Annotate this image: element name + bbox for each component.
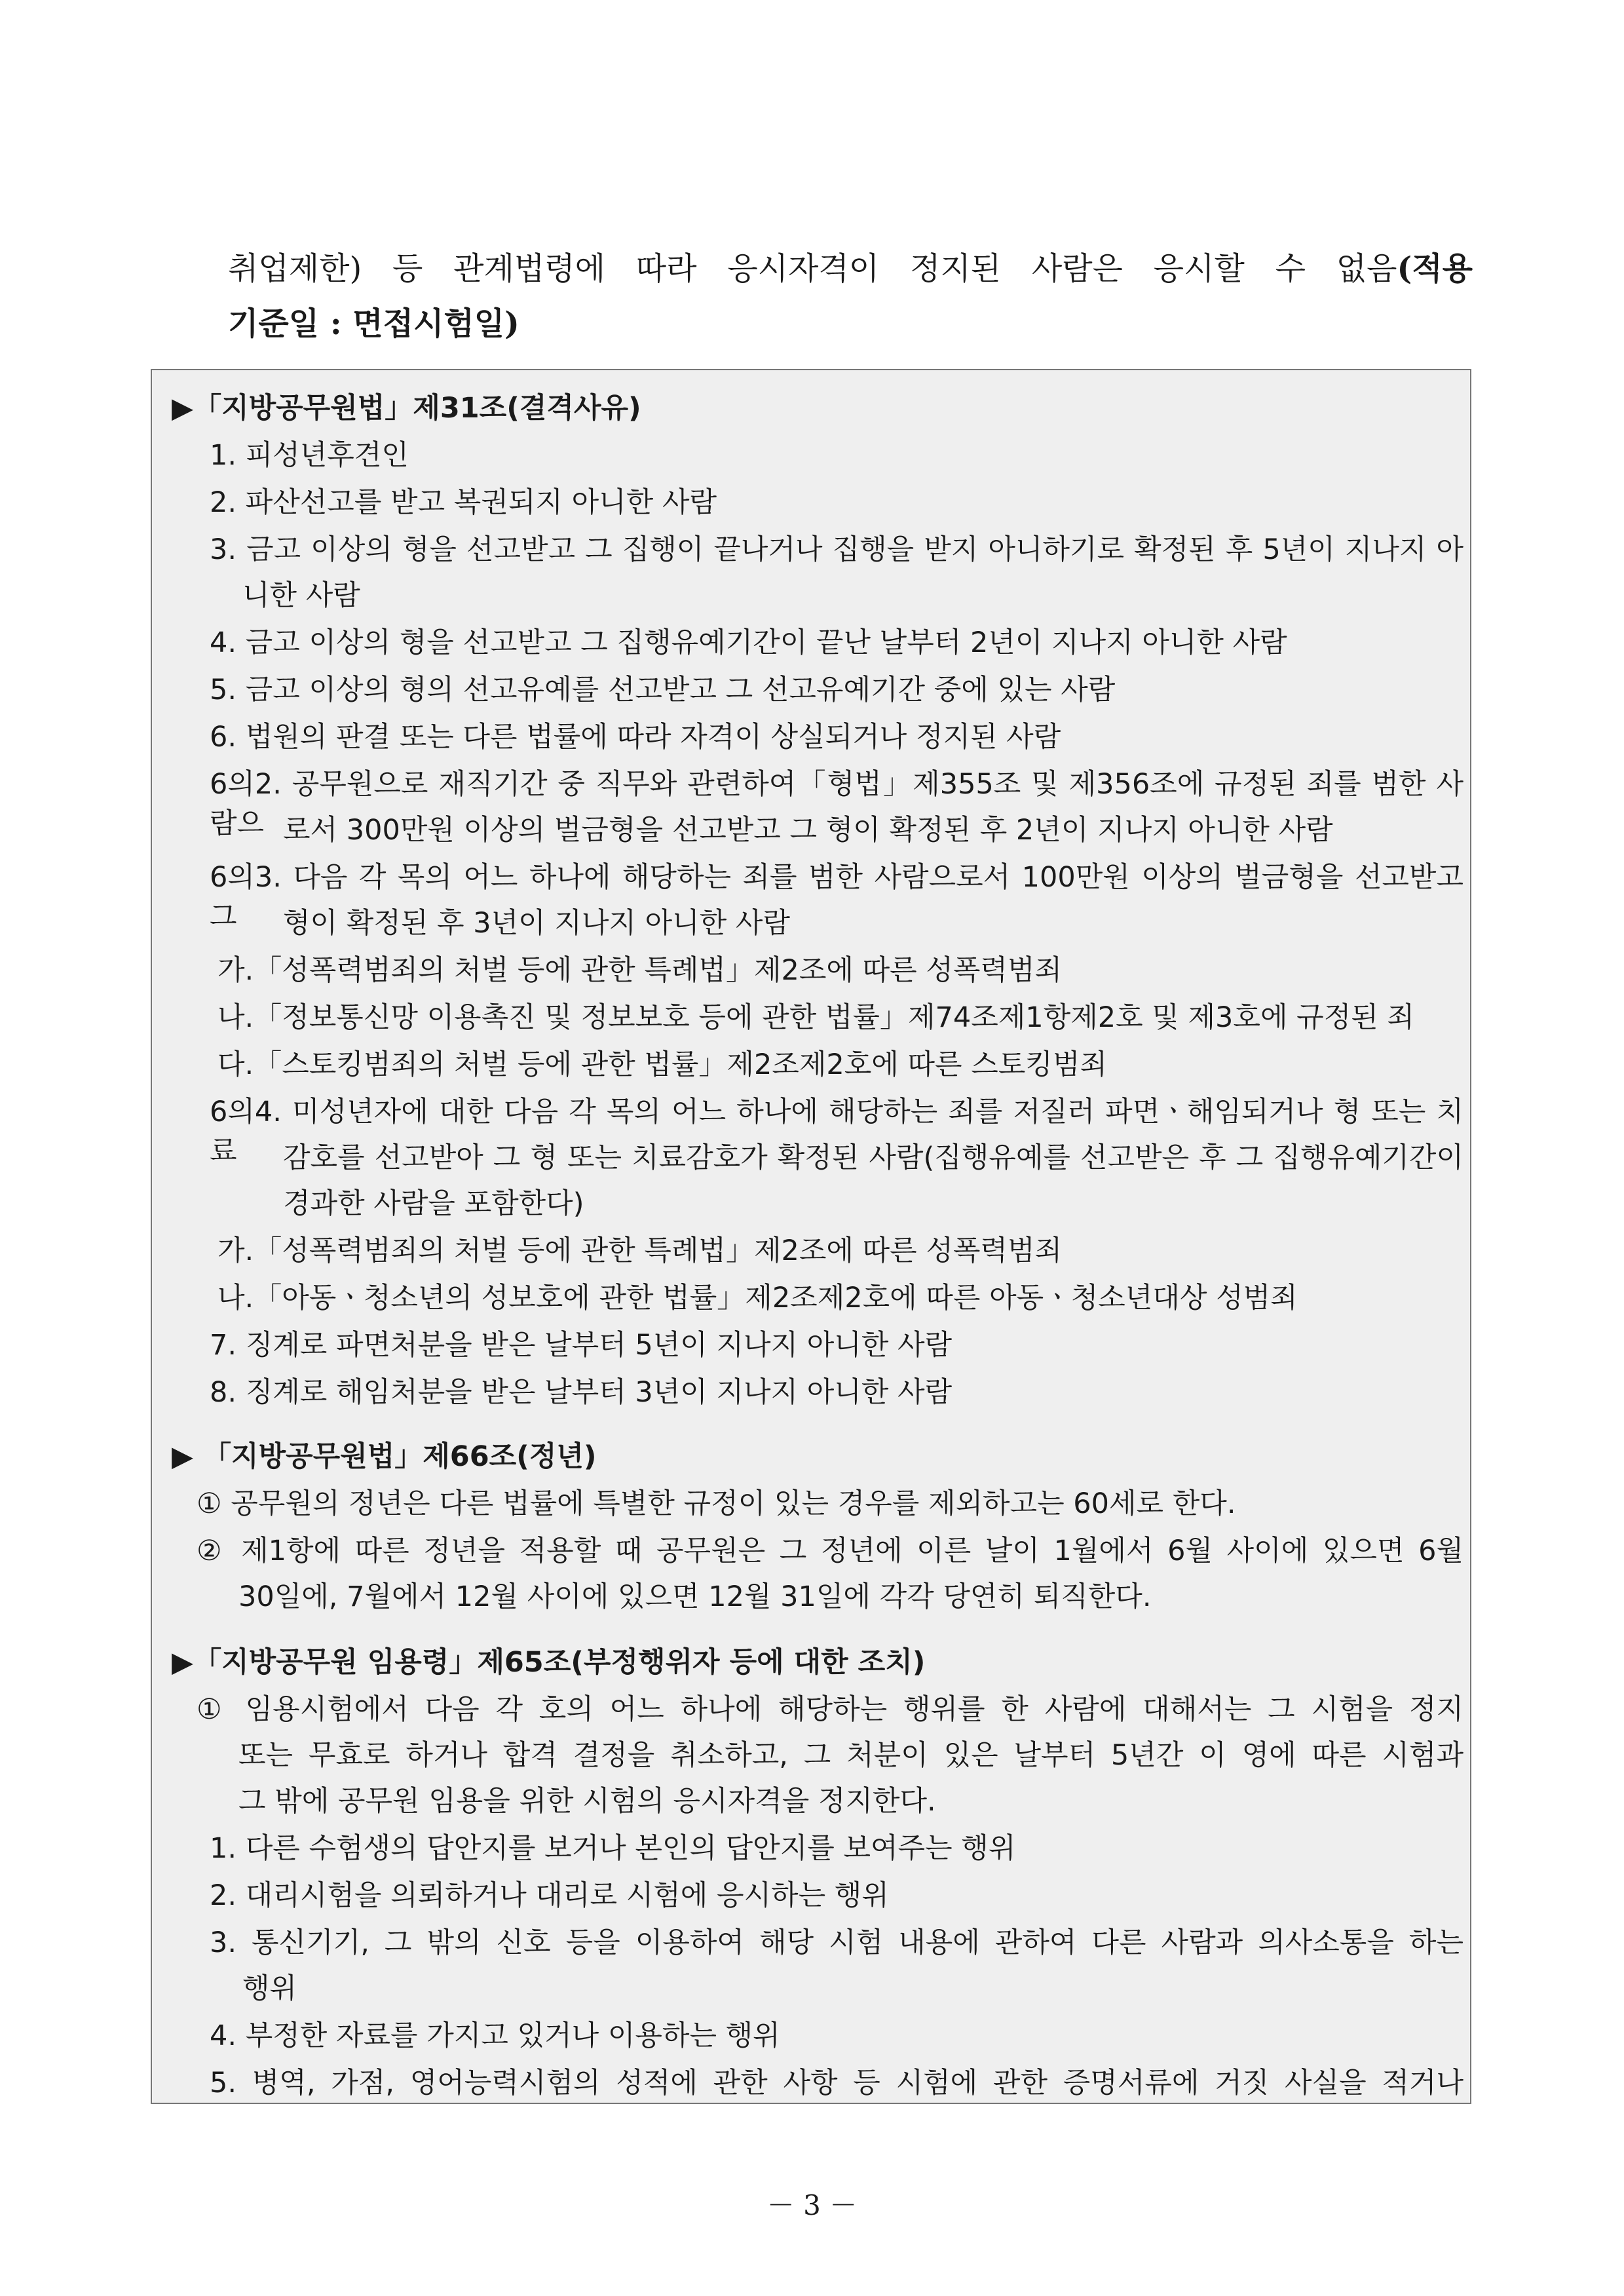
sub-list-item: 가.「성폭력범죄의 처벌 등에 관한 특례법」제2조에 따른 성폭력범죄 — [217, 1234, 1063, 1267]
section-heading-article-66: ▶ 「지방공무원법」제66조(정년) — [172, 1440, 597, 1473]
list-item: 2. 대리시험을 의뢰하거나 대리로 시험에 응시하는 행위 — [210, 1879, 889, 1912]
list-item: 6의3. 다음 각 목의 어느 하나에 해당하는 죄를 범한 사람으로서 100만원 이상의 벌금형을 선고받고 그 — [210, 861, 1463, 933]
list-item-continuation: 로서 300만원 이상의 벌금형을 선고받고 그 형이 확정된 후 2년이 지나지 아니한 사람 — [283, 814, 1333, 847]
list-item: 6. 법원의 판결 또는 다른 법률에 따라 자격이 상실되거나 정지된 사람 — [210, 721, 1061, 754]
list-item: 1. 다른 수험생의 답안지를 보거나 본인의 답안지를 보여주는 행위 — [210, 1832, 1016, 1865]
sub-list-item: 가.「성폭력범죄의 처벌 등에 관한 특례법」제2조에 따른 성폭력범죄 — [217, 954, 1063, 987]
paragraph-continuation: 30일에, 7월에서 12월 사이에 있으면 12월 31일에 각각 당연히 퇴직한다. — [238, 1580, 1152, 1613]
paragraph-item: ① 공무원의 정년은 다른 법률에 특별한 규정이 있는 경우를 제외하고는 60세로 한다. — [197, 1487, 1236, 1520]
list-item-continuation: 형이 확정된 후 3년이 지나지 아니한 사람 — [283, 907, 790, 940]
list-item-continuation: 행위 — [242, 1972, 297, 2005]
sub-list-item: 나.「정보통신망 이용촉진 및 정보보호 등에 관한 법률」제74조제1항제2호 및 제3호에 규정된 죄 — [217, 1001, 1414, 1034]
list-item: 1. 피성년후견인 — [210, 439, 409, 472]
law-excerpt-box — [151, 369, 1471, 2104]
list-item: 8. 징계로 해임처분을 받은 날부터 3년이 지나지 아니한 사람 — [210, 1376, 953, 1409]
intro-text-bold: (적용 — [1397, 250, 1473, 287]
intro-paragraph — [228, 241, 1473, 351]
list-item-continuation: 니한 사람 — [242, 579, 360, 612]
list-item: 7. 징계로 파면처분을 받은 날부터 5년이 지나지 아니한 사람 — [210, 1329, 953, 1362]
paragraph-item: ② 제1항에 따른 정년을 적용할 때 공무원은 그 정년에 이른 날이 1월에서 6월 사이에 있으면 6월 — [197, 1535, 1463, 1567]
intro-text: 취업제한) 등 관계법령에 따라 응시자격이 정지된 사람은 응시할 수 없음 — [228, 250, 1397, 287]
list-item: 5. 금고 이상의 형의 선고유예를 선고받고 그 선고유예기간 중에 있는 사람 — [210, 674, 1116, 706]
sub-list-item: 다.「스토킹범죄의 처벌 등에 관한 법률」제2조제2호에 따른 스토킹범죄 — [217, 1048, 1107, 1081]
section-heading-decree-65: ▶「지방공무원 임용령」제65조(부정행위자 등에 대한 조치) — [172, 1646, 926, 1679]
list-item: 3. 금고 이상의 형을 선고받고 그 집행이 끝나거나 집행을 받지 아니하기로 확정된 후 5년이 지나지 아 — [210, 533, 1463, 566]
paragraph-item: ① 임용시험에서 다음 각 호의 어느 하나에 해당하는 행위를 한 사람에 대해서는 그 시험을 정지 — [197, 1693, 1463, 1726]
list-item: 6의2. 공무원으로 재직기간 중 직무와 관련하여「형법」제355조 및 제356조에 규정된 죄를 범한 사람으 — [210, 768, 1463, 840]
paragraph-continuation: 또는 무효로 하거나 합격 결정을 취소하고, 그 처분이 있은 날부터 5년간 이 영에 따른 시험과 — [238, 1739, 1463, 1772]
list-item: 3. 통신기기, 그 밖의 신호 등을 이용하여 해당 시험 내용에 관하여 다른 사람과 의사소통을 하는 — [210, 1926, 1463, 1959]
list-item: 4. 부정한 자료를 가지고 있거나 이용하는 행위 — [210, 2019, 780, 2052]
list-item: 4. 금고 이상의 형을 선고받고 그 집행유예기간이 끝난 날부터 2년이 지나지 아니한 사람 — [210, 626, 1287, 659]
paragraph-continuation: 그 밖에 공무원 임용을 위한 시험의 응시자격을 정지한다. — [238, 1785, 936, 1818]
intro-line-2: 기준일 : 면접시험일) — [228, 305, 519, 342]
page-number: － 3 － — [766, 2189, 858, 2221]
sub-list-item: 나.「아동ㆍ청소년의 성보호에 관한 법률」제2조제2호에 따른 아동ㆍ청소년대상 성범죄 — [217, 1282, 1298, 1314]
list-item: 6의4. 미성년자에 대한 다음 각 목의 어느 하나에 해당하는 죄를 저질러 파면ㆍ해임되거나 형 또는 치료 — [210, 1096, 1463, 1168]
section-heading-article-31: ▶「지방공무원법」제31조(결격사유) — [172, 392, 641, 425]
list-item-continuation: 경과한 사람을 포함한다) — [283, 1187, 584, 1220]
intro-line-1 — [228, 241, 1473, 296]
list-item: 5. 병역, 가점, 영어능력시험의 성적에 관한 사항 등 시험에 관한 증명서류에 거짓 사실을 적거나 — [210, 2067, 1463, 2099]
list-item-continuation: 감호를 선고받아 그 형 또는 치료감호가 확정된 사람(집행유예를 선고받은 후 그 집행유예기간이 — [283, 1141, 1463, 1174]
list-item: 2. 파산선고를 받고 복권되지 아니한 사람 — [210, 486, 717, 519]
